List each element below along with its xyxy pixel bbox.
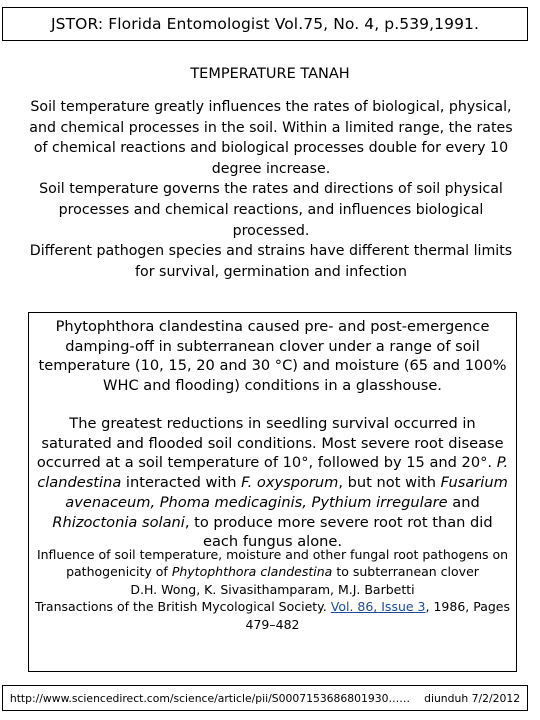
text-run: , but not with [338, 474, 441, 492]
abstract-paragraph-2 [33, 414, 512, 552]
intro-paragraph-1: Soil temperature greatly influences the rates of biological, physical, and chemical processes in the soil. Within a limited range, the rates of chemical reactions and biological processes double for every 10 degree increase. [29, 99, 513, 177]
abstract-paragraph-1: Phytophthora clandestina caused pre- and post-emergence damping-off in subterranean clover under a range of soil temperature (10, 15, 20 and 30 °C) and moisture (65 and 100% WHC and flooding) conditions in a glasshouse. [38, 318, 507, 395]
abstract-box [28, 312, 517, 672]
text-run: and [447, 493, 480, 511]
text-run: interacted with [121, 474, 242, 492]
journal-name: Transactions of the British Mycological Society. [34, 599, 331, 615]
text-run: Influence of soil temperature, moisture and other fungal root pathogens on pathogenicity of [36, 547, 509, 580]
header-citation-box [2, 7, 528, 41]
species-name: Rhizoctonia solani [52, 513, 185, 531]
text-run: to subterranean clover [332, 564, 479, 580]
reference-source [31, 598, 514, 633]
intro-paragraph-2: Soil temperature governs the rates and directions of soil physical processes and chemical reactions, and influences biological processed. [39, 181, 503, 239]
download-date: diunduh 7/2/2012 [424, 691, 521, 705]
text-run: , to produce more severe root rot than did each fungus alone. [184, 513, 493, 551]
species-name: Fusarium avenaceum, Phoma medicaginis, Pythium irregulare [65, 474, 508, 511]
header-citation: JSTOR: Florida Entomologist Vol.75, No. 4, p.539,1991. [50, 15, 480, 33]
source-url: http://www.sciencedirect.com/science/article/pii/S0007153686801930…… [9, 691, 411, 705]
text-run: The greatest reductions in seedling survival occurred in saturated and flooded soil conditions. Most severe root disease occurred at a soil temperature of 10°, followed by 15 and 20°. [36, 415, 504, 472]
intro-text [24, 97, 518, 282]
reference-authors: D.H. Wong, K. Sivasithamparam, M.J. Barbetti [130, 581, 415, 597]
species-name: Phytophthora clandestina [171, 564, 333, 580]
species-name: F. oxysporum [241, 474, 339, 492]
reference-block [31, 546, 514, 633]
year-pages: , 1986, Pages 479–482 [245, 599, 510, 632]
intro-paragraph-3: Different pathogen species and strains have different thermal limits for survival, germination and infection [29, 243, 513, 280]
species-name: P. clandestina [37, 454, 509, 492]
page-title: TEMPERATURE TANAH [190, 66, 350, 82]
reference-title [31, 546, 514, 581]
footer-source-box [2, 685, 528, 711]
volume-issue-link[interactable]: Vol. 86, Issue 3 [330, 599, 426, 615]
